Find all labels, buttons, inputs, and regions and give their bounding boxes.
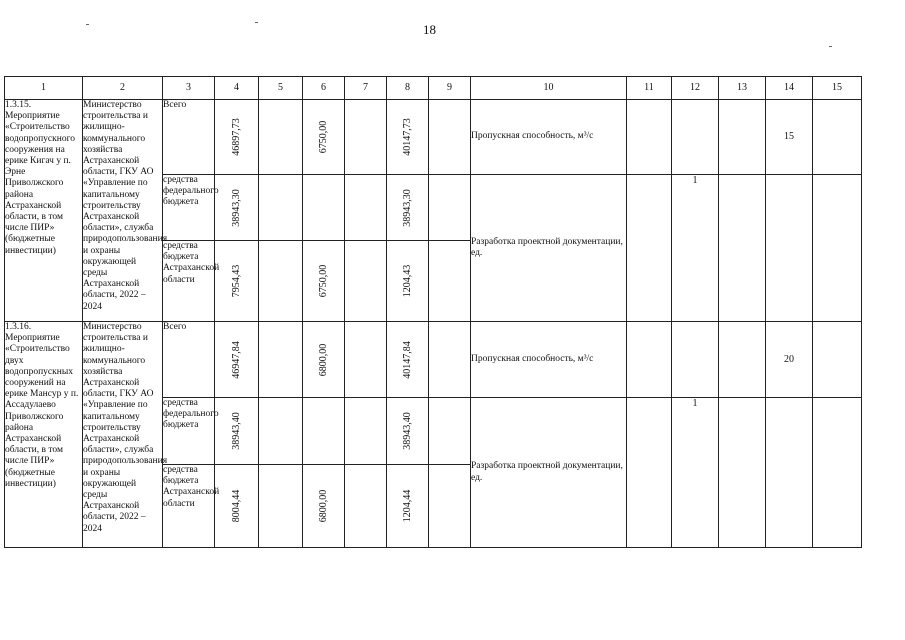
page-number: 18 — [423, 22, 436, 37]
indicator-value — [627, 175, 672, 322]
amount-value: 6750,00 — [317, 264, 329, 298]
measure-title: 1.3.16. Мероприятие «Строительство двух водопропускных сооружений на ерике Мансур у п. Ассадулаево Приволжского района Астраханской области, в том числе ПИР» (бюджетные инвестиции) — [5, 322, 83, 548]
funding-source: средства бюджета Астраханской области — [163, 241, 215, 322]
indicator-value — [766, 175, 813, 322]
amount-value: 40147,84 — [401, 340, 413, 379]
funding-source: Всего — [163, 100, 215, 175]
col-header: 8 — [387, 77, 429, 100]
col-header: 15 — [813, 77, 862, 100]
indicator-value — [813, 322, 862, 398]
col-header: 4 — [215, 77, 259, 100]
amount-value: 6750,00 — [317, 120, 329, 154]
amount-value: 38943,40 — [230, 412, 242, 450]
program-table — [4, 76, 862, 548]
col-header: 12 — [672, 77, 719, 100]
indicator-name: Разработка проектной документации, ед. — [471, 398, 627, 548]
amount-value: 1204,44 — [401, 489, 413, 523]
col-header: 3 — [163, 77, 215, 100]
indicator-name: Разработка проектной документации, ед. — [471, 175, 627, 322]
amount-value: 7954,43 — [230, 264, 242, 298]
indicator-value — [627, 100, 672, 175]
amount-value: 38943,30 — [230, 188, 242, 227]
funding-source: средства федерального бюджета — [163, 398, 215, 465]
table-row — [5, 322, 862, 398]
col-header: 9 — [429, 77, 471, 100]
col-header: 6 — [303, 77, 345, 100]
amount-value: 46947,84 — [230, 340, 242, 379]
indicator-value — [672, 100, 719, 175]
col-header: 1 — [5, 77, 83, 100]
indicator-value — [627, 398, 672, 548]
measure-title: 1.3.15. Мероприятие «Строительство водопропускного сооружения на ерике Кигач у п. Эрне Приволжского района Астраханской области, в том числе ПИР» (бюджетные инвестиции) — [5, 100, 83, 322]
indicator-name: Пропускная способность, м³/с — [471, 322, 627, 398]
amount-value: 46897,73 — [230, 118, 242, 156]
table-row — [5, 100, 862, 175]
indicator-value — [813, 100, 862, 175]
indicator-value — [719, 322, 766, 398]
indicator-value — [813, 175, 862, 322]
scan-speck — [829, 46, 832, 47]
amount-value: 8004,44 — [230, 489, 242, 523]
indicator-value — [627, 322, 672, 398]
indicator-value — [766, 398, 813, 548]
col-header: 2 — [83, 77, 163, 100]
indicator-value — [813, 398, 862, 548]
amount-value: 6800,00 — [317, 343, 329, 376]
funding-source: средства бюджета Астраханской области — [163, 465, 215, 548]
amount-value: 40147,73 — [401, 118, 413, 156]
scan-speck — [255, 22, 258, 23]
col-header: 10 — [471, 77, 627, 100]
indicator-name: Пропускная способность, м³/с — [471, 100, 627, 175]
indicator-value: 15 — [766, 100, 813, 175]
indicator-value: 1 — [672, 398, 719, 548]
header-row — [5, 77, 862, 100]
scan-speck — [86, 24, 89, 25]
funding-source: Всего — [163, 322, 215, 398]
amount-value: 6800,00 — [317, 489, 329, 523]
indicator-value — [672, 322, 719, 398]
indicator-value: 20 — [766, 322, 813, 398]
col-header: 11 — [627, 77, 672, 100]
executor-cell: Министерство строительства и жилищно-коммунального хозяйства Астраханской области, ГКУ АО «Управление по капитальному строительству Астраханской области», служба природопользования и охраны окружающей среды Астраханской области, 2022 – 2024 — [83, 322, 163, 548]
funding-source: средства федерального бюджета — [163, 175, 215, 241]
executor-cell: Министерство строительства и жилищно-коммунального хозяйства Астраханской области, ГКУ АО «Управление по капитальному строительству Астраханской области», служба природопользования и охраны окружающей среды Астраханской области, 2022 – 2024 — [83, 100, 163, 322]
col-header: 5 — [259, 77, 303, 100]
indicator-value — [719, 175, 766, 322]
col-header: 13 — [719, 77, 766, 100]
amount-value: 1204,43 — [401, 264, 413, 298]
amount-value: 38943,40 — [401, 412, 413, 450]
indicator-value: 1 — [672, 175, 719, 322]
amount-value: 38943,30 — [401, 188, 413, 227]
col-header: 7 — [345, 77, 387, 100]
indicator-value — [719, 398, 766, 548]
col-header: 14 — [766, 77, 813, 100]
indicator-value — [719, 100, 766, 175]
